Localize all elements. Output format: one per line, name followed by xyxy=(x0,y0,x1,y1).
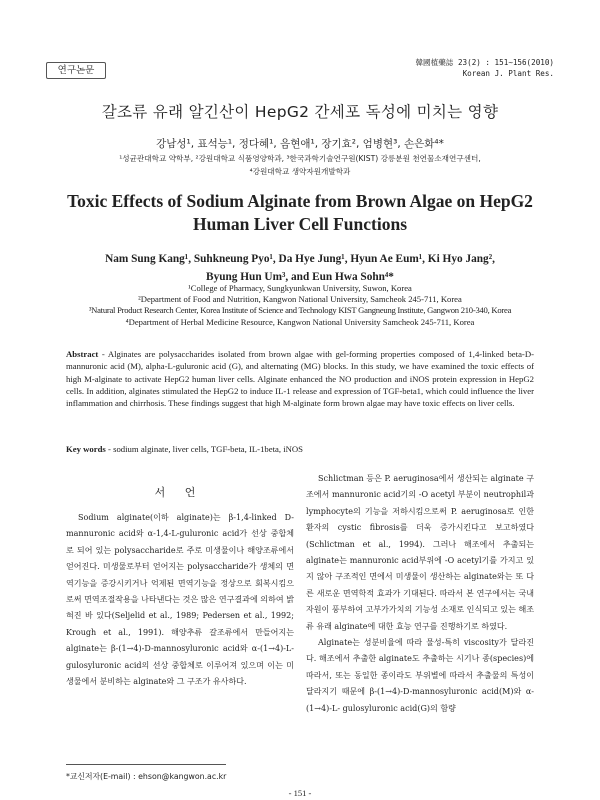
body-paragraph: Sodium alginate(이하 alginate)는 β-1,4-linked D-mannuronic acid와 α-1,4-L-guluronic acid가 선상 중합체로 되어 있는 polysaccharide로 주로 미생물이나 해양조류에서 얻어진다. 미생물로부터 얻어지는 polysaccharide가 생체의 면역기능을 증강시키거나 억제된 면역기능을 정상으로 회복시킴으로써 면역조절작용을 나타낸다는 것은 많은 연구결과에 의하여 밝혀진 바 있다(Seljelid et al., 1989; Pedersen et al., 1992; Krough et al., 1991). 해양추류 갈조류에서 만들어지는 alginate는 β-(1→4)-D-mannosyluronic acid와 α-(1→4)-L-gulosyluronic acid의 선상 중합체로 이루어져 있으며 이는 미생물에서 분비하는 alginate와 그 구조가 유사하다. xyxy=(66,513,294,687)
keywords xyxy=(66,444,534,454)
body-column-right xyxy=(306,471,534,717)
body-paragraph: Alginate는 성분비율에 따라 물성-특히 viscosity가 달라진다. 해조에서 추출한 alginate도 추출하는 시기나 종(species)에 따라서, 또는 동일한 종이라도 부위별에 따라서 추출물의 특성이 달라지기 때문에 β-(1→4)-D-mannosyluronic acid(M)와 α-(1→4)-L- gulosyluronic acid(G)의 함량 xyxy=(306,638,534,713)
korean-affiliation-line: ¹성균관대학교 약학부, ²강원대학교 식품영양학과, ³한국과학기술연구원(KIST) 강릉분원 천연물소재연구센터, xyxy=(119,154,481,163)
korean-affiliations xyxy=(0,153,600,178)
keywords-text: - sodium alginate, liver cells, TGF-beta, IL-1beta, iNOS xyxy=(105,444,304,454)
keywords-label: Key words xyxy=(66,444,106,454)
article-type-badge: 연구논문 xyxy=(46,62,106,79)
korean-affiliation-line: ⁴강원대학교 생약자원개발학과 xyxy=(249,166,351,176)
footnote-divider xyxy=(66,764,226,765)
affiliation-line: ²Department of Food and Nutrition, Kangwon National University, Samcheok 245-711, Korea xyxy=(138,294,462,305)
affiliation-line: ³Natural Product Research Center, Korea Institute of Science and Technology KIST Gangneung Institute, Gangwon 210-340, Korea xyxy=(88,305,512,316)
section-heading-introduction: 서 언 xyxy=(154,486,204,499)
affiliation-line: ⁴Department of Herbal Medicine Resource, Kangwon National University Samcheok 245-711, Korea xyxy=(125,316,475,327)
abstract xyxy=(66,348,534,409)
english-affiliations xyxy=(40,283,560,328)
english-title: Toxic Effects of Sodium Alginate from Brown Algae on HepG2 Human Liver Cell Functions xyxy=(67,191,533,234)
english-authors-line: Byung Hun Um³, and Eun Hwa Sohn⁴* xyxy=(206,271,394,283)
body-column-left xyxy=(66,510,294,690)
affiliation-line: ¹College of Pharmacy, Sungkyunkwan University, Suwon, Korea xyxy=(188,283,412,293)
korean-authors: 강남성¹, 표석능¹, 정다혜¹, 음현애¹, 장기효², 엄병현³, 손은화⁴* xyxy=(156,138,444,150)
abstract-text: - Alginates are polysaccharides isolated from brown algae with gel-forming properties composed of 1,4-linked beta-D-mannuronic acid (M), alpha-L-guluronic acid (G), and alternating (MG) blocks. In this study, we have examined the toxic effects of high M-alginate to activate HepG2 human liver cells. Alginate enhanced the NO production and iNOS protein expression in HepG2 cells. In addition, alginates stimulated the HepG2 to induce IL-1 release and expression of TGF-beta1, which could influence the liver inflammation and chirrhosis. These findings suggest that high M-alginate form brown algae may have toxic effects on liver cells. xyxy=(66,349,534,409)
english-authors-line: Nam Sung Kang¹, Suhkneung Pyo¹, Da Hye Jung¹, Hyun Ae Eum¹, Ki Hyo Jang², xyxy=(105,253,495,265)
body-paragraph: Schlictman 등은 P. aeruginosa에서 생산되는 alginate 구조에서 mannuronic acid기의 -O acetyl 부분이 neutrophil과 lymphocyte의 기능을 저하시킴으로써 P. aeruginosa로 인한 환자의 cystic fibrosis를 더욱 증가시킨다고 보고하였다(Schlictman et al., 1994). 그러나 해조에서 추출되는 alginate는 mannuronic acid부위에 -O acetyl기를 가지고 있지 않아 구조적인 면에서 미생물이 생산하는 alginate와는 또 다른 새로운 면역학적 효과가 기대된다. 따라서 본 연구에서는 국내 자원이 풍부하여 고부가가치의 기능성 소재로 인식되고 있는 해조류 유래 alginate에 대한 효능 연구를 진행하기로 하였다. xyxy=(306,474,534,631)
corresponding-author-footnote: *교신저자(E-mail) : ehson@kangwon.ac.kr xyxy=(66,772,227,781)
journal-citation xyxy=(384,58,554,79)
journal-citation-line: 韓國植藥誌 23(2) : 151∼156(2010) xyxy=(415,58,554,67)
journal-name: Korean J. Plant Res. xyxy=(462,68,554,78)
korean-title: 갈조류 유래 알긴산이 HepG2 간세포 독성에 미치는 영향 xyxy=(101,103,499,121)
abstract-label: Abstract xyxy=(66,349,99,359)
page-number: - 151 - xyxy=(288,788,312,798)
english-authors xyxy=(50,250,550,286)
